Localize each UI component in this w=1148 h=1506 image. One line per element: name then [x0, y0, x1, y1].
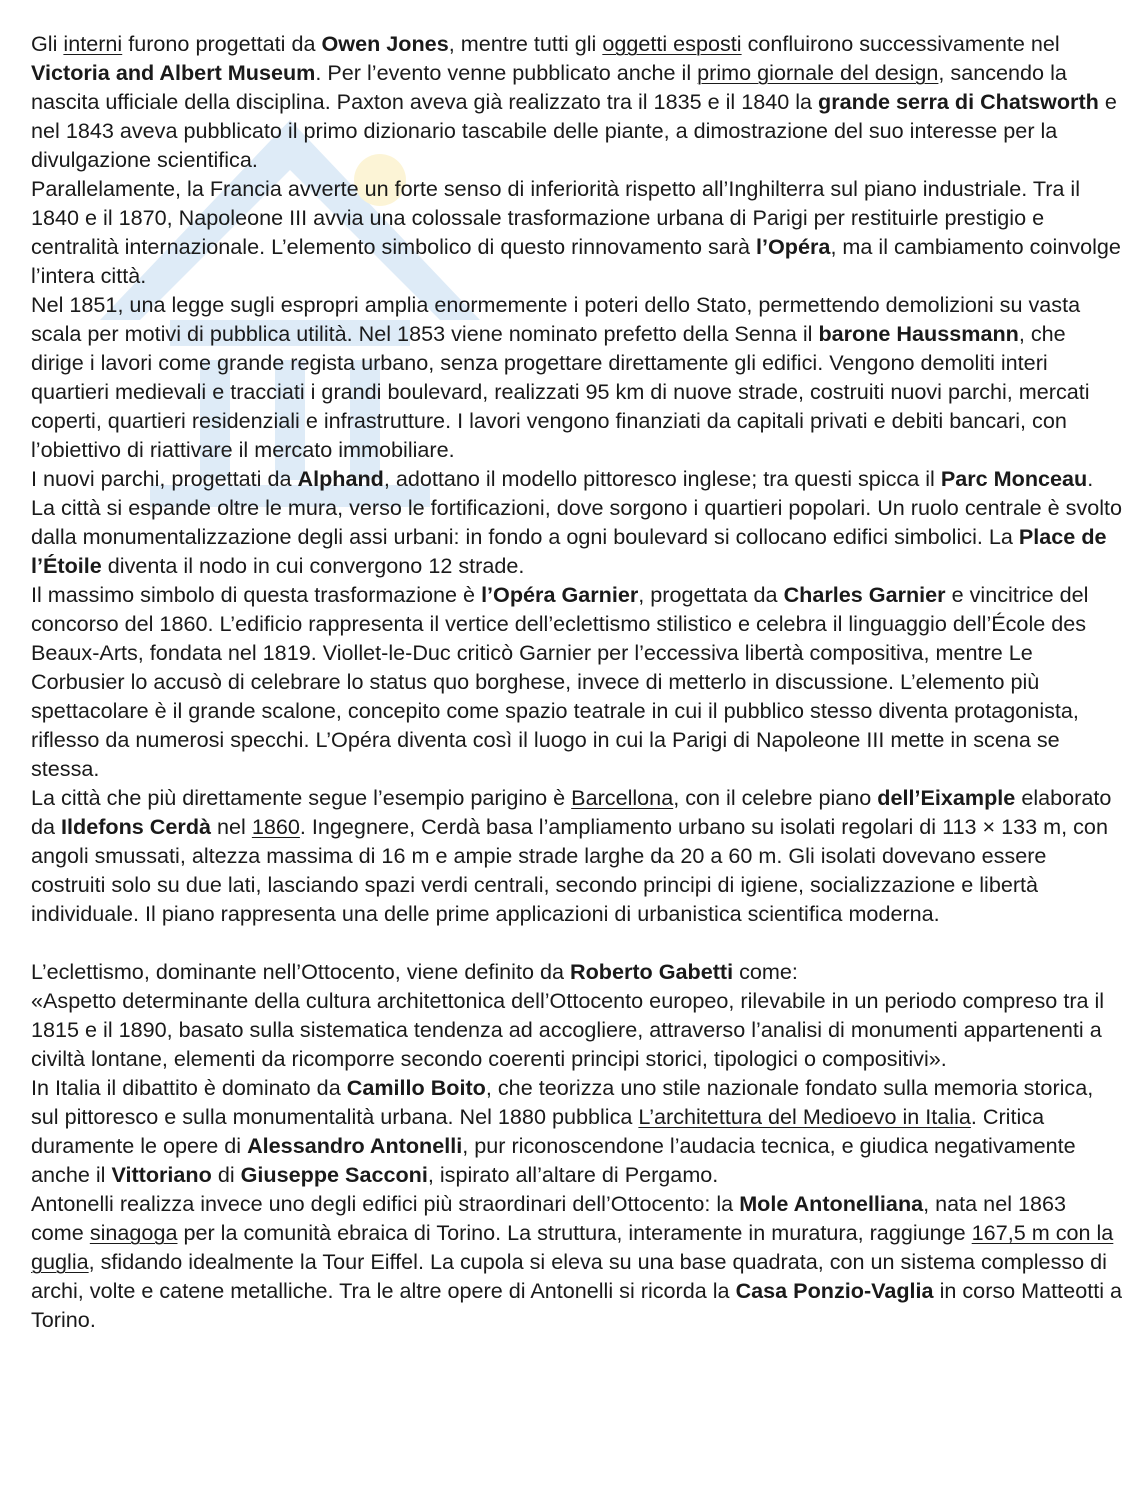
document-body [31, 29, 1123, 1334]
text-run: , sancendo la nascita ufficiale della disciplina. Paxton aveva già realizzato tra il 1835 e il 1840 la [31, 60, 1067, 114]
underlined-term: Barcellona [571, 785, 674, 810]
paragraph [31, 174, 1123, 290]
text-run: confluirono successivamente nel [741, 31, 1060, 56]
text-run: . La città si espande oltre le mura, verso le fortificazioni, dove sorgono i quartieri popolari. Un ruolo centrale è svolto dalla monumentalizzazione degli assi urbani: in fondo a ogni boulevard si collocano edifici simbolici. La [31, 466, 1123, 549]
text-run: per la comunità ebraica di Torino. La struttura, interamente in muratura, raggiunge [177, 1220, 972, 1245]
text-run: come: [733, 959, 798, 984]
underlined-term: 167,5 m con la guglia [31, 1220, 1114, 1274]
text-run: elaborato da [31, 785, 1112, 839]
bold-term: Parc Monceau [940, 466, 1088, 491]
text-run: , ispirato all’altare di Pergamo. [427, 1162, 719, 1187]
underlined-term: 1860 [251, 814, 300, 839]
text-run: di [211, 1162, 241, 1187]
text-run: Antonelli realizza invece uno degli edifici più straordinari dell’Ottocento: la [31, 1191, 740, 1216]
paragraph [31, 464, 1123, 580]
bold-term: Owen Jones [321, 31, 449, 56]
text-run: . Critica duramente le opere di [31, 1104, 1045, 1158]
text-run: , con il celebre piano [673, 785, 878, 810]
text-run: La città che più direttamente segue l’esempio parigino è [31, 785, 572, 810]
text-run: . Ingegnere, Cerdà basa l’ampliamento urbano su isolati regolari di 113 × 133 m, con angoli smussati, altezza massima di 16 m e ampie strade larghe da 20 a 60 m. Gli isolati dovevano essere costruiti solo su due lati, lasciando spazi verdi centrali, secondo principi di igiene, socializzazione e libertà individuale. Il piano rappresenta una delle prime applicazioni di urbanistica scientifica moderna. [31, 814, 1108, 926]
bold-term: Casa Ponzio-Vaglia [735, 1278, 934, 1303]
underlined-term: L’architettura del Medioevo in Italia [638, 1104, 971, 1129]
underlined-term: oggetti esposti [602, 31, 742, 56]
text-run: , che dirige i lavori come grande regista urbano, senza progettare direttamente gli edifici. Vengono demoliti interi quartieri medievali e tracciati i grandi boulevard, realizzati 95 km di nuove strade, costruiti nuovi parchi, mercati coperti, quartieri residenziali e infrastrutture. I lavori vengono finanziati da capitali privati e debiti bancari, con l’obiettivo di riattivare il mercato immobiliare. [31, 321, 1090, 462]
text-run: nel [211, 814, 252, 839]
bold-term: Charles Garnier [783, 582, 946, 607]
bold-term: Victoria and Albert Museum [31, 60, 316, 85]
paragraph [31, 580, 1123, 783]
text-run: , sfidando idealmente la Tour Eiffel. La cupola si eleva su una base quadrata, con un sistema complesso di archi, volte e catene metalliche. Tra le altre opere di Antonelli si ricorda la [31, 1249, 1107, 1303]
text-run: , che teorizza uno stile nazionale fondato sulla memoria storica, sul pittoresco e sulla monumentalità urbana. Nel 1880 pubblica [31, 1075, 1094, 1129]
underlined-term: sinagoga [89, 1220, 178, 1245]
text-run: L’eclettismo, dominante nell’Ottocento, viene definito da [31, 959, 570, 984]
text-run: «Aspetto determinante della cultura architettonica dell’Ottocento europeo, rilevabile in un periodo compreso tra il 1815 e il 1890, basato sulla sistematica tendenza ad accogliere, attraverso l’analisi di monumenti appartenenti a civiltà lontane, elementi da ricomporre secondo coerenti principi storici, tipologici o compositivi». [31, 988, 1105, 1071]
bold-term: Place de l’Étoile [31, 524, 1107, 578]
text-run: I nuovi parchi, progettati da [31, 466, 298, 491]
text-run: furono progettati da [122, 31, 322, 56]
text-run: , mentre tutti gli [448, 31, 603, 56]
paragraph [31, 783, 1123, 928]
bold-term: l’Opéra [756, 234, 831, 259]
bold-term: l’Opéra Garnier [481, 582, 639, 607]
bold-term: grande serra di Chatsworth [818, 89, 1099, 114]
bold-term: Alphand [297, 466, 384, 491]
text-run: e vincitrice del concorso del 1860. L’edificio rappresenta il vertice dell’eclettismo stilistico e celebra il linguaggio dell’École des Beaux-Arts, fondata nel 1819. Viollet-le-Duc criticò Garnier per l’eccessiva libertà compositiva, mentre Le Corbusier lo accusò di celebrare lo status quo borghese, invece di metterlo in discussione. L’elemento più spettacolare è il grande scalone, concepito come spazio teatrale in cui il pubblico stesso diventa protagonista, riflesso da numerosi specchi. L’Opéra diventa così il luogo in cui la Parigi di Napoleone III mette in scena se stessa. [31, 582, 1089, 781]
underlined-term: primo giornale del design [697, 60, 939, 85]
bold-term: barone Haussmann [818, 321, 1019, 346]
text-run: diventa il nodo in cui convergono 12 strade. [101, 553, 525, 578]
text-run: , adottano il modello pittoresco inglese; tra questi spicca il [383, 466, 941, 491]
bold-term: Camillo Boito [346, 1075, 486, 1100]
text-run: , ma il cambiamento coinvolge l’intera città. [31, 234, 1121, 288]
bold-term: Giuseppe Sacconi [240, 1162, 428, 1187]
bold-term: Ildefons Cerdà [61, 814, 212, 839]
paragraph [31, 957, 1123, 986]
paragraph [31, 1189, 1123, 1334]
bold-term: Roberto Gabetti [569, 959, 734, 984]
paragraph [31, 29, 1123, 174]
paragraph [31, 1073, 1123, 1189]
text-run: in corso Matteotti a Torino. [31, 1278, 1123, 1332]
text-run: Nel 1851, una legge sugli espropri amplia enormemente i poteri dello Stato, permettendo demolizioni su vasta scala per motivi di pubblica utilità. Nel 1853 viene nominato prefetto della Senna il [31, 292, 1081, 346]
paragraph [31, 290, 1123, 464]
underlined-term: interni [63, 31, 123, 56]
bold-term: Vittoriano [111, 1162, 212, 1187]
text-run: Il massimo simbolo di questa trasformazione è [31, 582, 482, 607]
paragraph [31, 986, 1123, 1073]
text-run: , nata nel 1863 come [31, 1191, 1067, 1245]
paragraph-spacer [31, 928, 1123, 957]
text-run: e nel 1843 aveva pubblicato il primo dizionario tascabile delle piante, a dimostrazione del suo interesse per la divulgazione scientifica. [31, 89, 1117, 172]
text-run: Gli [31, 31, 64, 56]
text-run: , pur riconoscendone l’audacia tecnica, e giudica negativamente anche il [31, 1133, 1076, 1187]
text-run: Parallelamente, la Francia avverte un forte senso di inferiorità rispetto all’Inghilterra sul piano industriale. Tra il 1840 e il 1870, Napoleone III avvia una colossale trasformazione urbana di Parigi per restituirle prestigio e centralità internazionale. L’elemento simbolico di questo rinnovamento sarà [31, 176, 1081, 259]
bold-term: dell’Eixample [877, 785, 1016, 810]
bold-term: Mole Antonelliana [739, 1191, 924, 1216]
bold-term: Alessandro Antonelli [247, 1133, 463, 1158]
text-run: In Italia il dibattito è dominato da [31, 1075, 347, 1100]
text-run: , progettata da [638, 582, 784, 607]
text-run: . Per l’evento venne pubblicato anche il [315, 60, 698, 85]
